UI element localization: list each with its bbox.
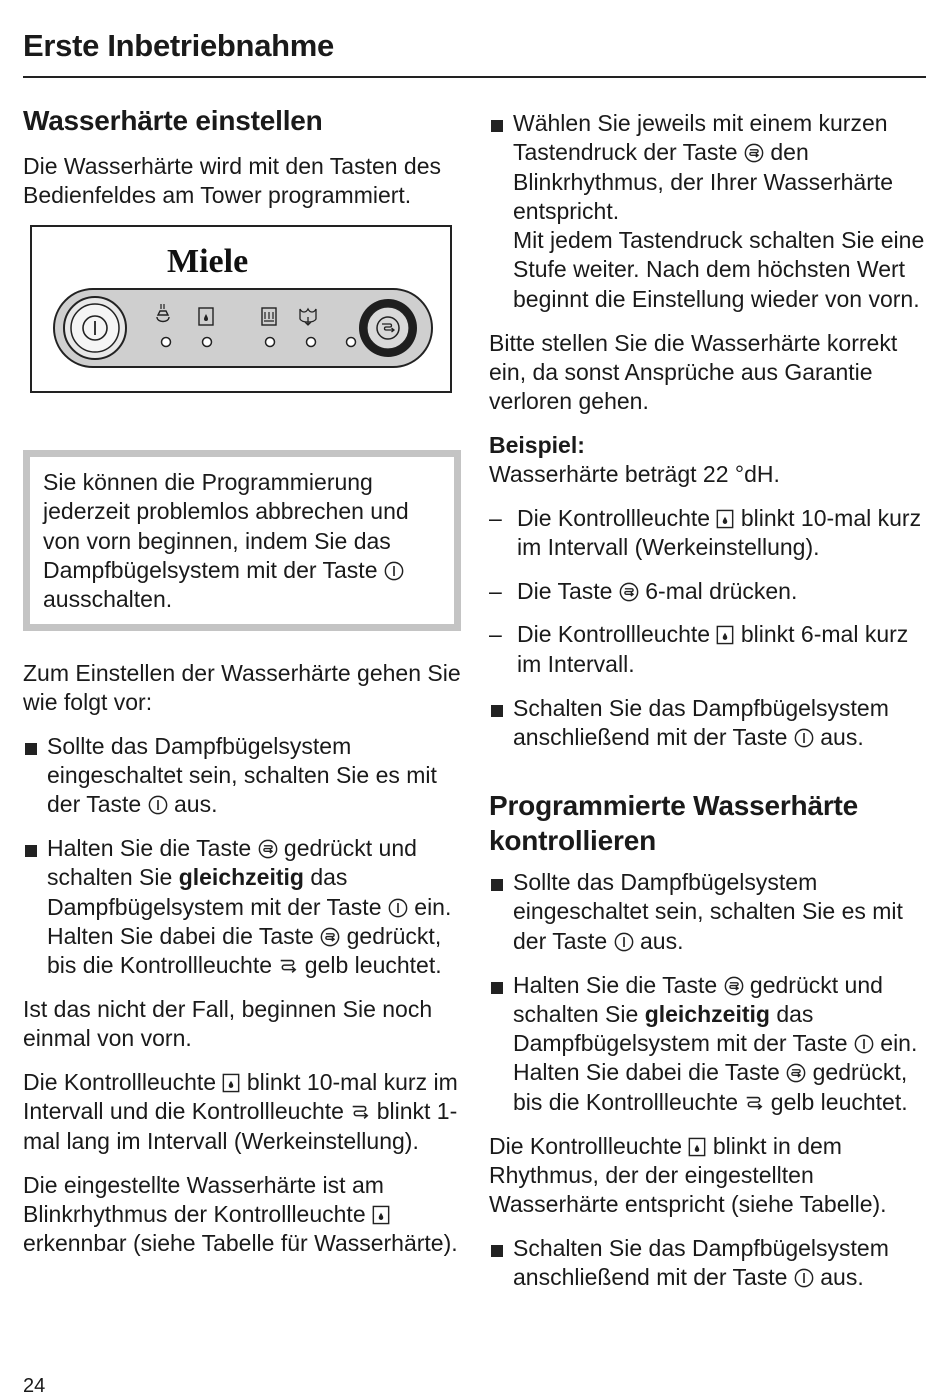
note-text: Sie können die Programmierung jederzeit problemlos abbrechen und von vorn beginnen, indem Sie das Dampfbügelsystem mit der Taste ausschalten. — [43, 469, 409, 613]
control-panel-illustration — [30, 225, 452, 393]
brand-logo: Miele — [167, 243, 249, 281]
power-button-icon — [148, 795, 168, 815]
page-header — [23, 24, 926, 78]
list-item: Wählen Sie jeweils mit einem kurzen Tastendruck der Taste den Blinkrhythmus, der Ihrer Wasserhärte entspricht. Mit jedem Tastendruck schalten Sie eine Stufe weiter. Nach dem höchsten Wert beginnt die Einstellung wieder von vorn. — [489, 109, 929, 314]
select-button-icon — [724, 976, 744, 996]
section-heading-water-hardness: Wasserhärte einstellen — [23, 105, 323, 136]
paragraph-setting: Die eingestellte Wasserhärte ist am Blinkrhythmus der Kontrollleuchte erkennbar (siehe Tabelle für Wasserhärte). — [23, 1171, 458, 1257]
intro-text: Die Wasserhärte wird mit den Tasten des Bedienfeldes am Tower programmiert. — [23, 153, 442, 209]
paragraph-blink: Die Kontrollleuchte blinkt 10-mal kurz im Intervall und die Kontrollleuchte blinkt 1-mal lang im Intervall (Werkeinstellung). — [23, 1069, 458, 1154]
hardness-lamp-icon — [350, 1102, 370, 1122]
lamp-rinse — [307, 338, 316, 347]
power-button-icon — [794, 1268, 814, 1288]
lamp-hardness — [347, 338, 356, 347]
page-number: 24 — [23, 1375, 46, 1397]
power-button-icon — [388, 898, 408, 918]
lamp-water — [203, 338, 212, 347]
select-button-icon — [744, 143, 764, 163]
water-drop-lamp-icon — [716, 625, 734, 645]
list-item: Schalten Sie das Dampfbügelsystem anschließend mit der Taste aus. — [489, 694, 929, 753]
water-drop-lamp-icon — [716, 509, 734, 529]
water-drop-lamp-icon — [688, 1137, 706, 1157]
select-button-icon — [786, 1063, 806, 1083]
left-column — [23, 103, 463, 1273]
section-heading-check-hardness: Programmierte Wasserhärte kontrollieren — [489, 790, 859, 857]
power-button-icon — [794, 728, 814, 748]
dash-item: – Die Kontrollleuchte blinkt 10-mal kurz im Intervall (Werkeinstellung). — [489, 504, 929, 563]
right-column — [489, 109, 929, 1307]
select-button-icon — [619, 582, 639, 602]
water-drop-lamp-icon — [372, 1205, 390, 1225]
power-button-icon — [384, 561, 404, 581]
paragraph-restart: Ist das nicht der Fall, beginnen Sie noch einmal von vorn. — [23, 996, 433, 1052]
hardness-lamp-icon — [278, 956, 298, 976]
select-button-icon — [258, 839, 278, 859]
list-item: Sollte das Dampfbügelsystem eingeschaltet sein, schalten Sie es mit der Taste aus. — [489, 868, 929, 956]
list-item: Schalten Sie das Dampfbügelsystem anschließend mit der Taste aus. — [489, 1234, 929, 1293]
list-item: Halten Sie die Taste gedrückt und schalten Sie gleichzeitig das Dampfbügelsystem mit der Taste ein. Halten Sie dabei die Taste gedrückt, bis die Kontrollleuchte gelb leuchtet. — [489, 971, 929, 1117]
power-button-icon — [614, 932, 634, 952]
paragraph-warning: Bitte stellen Sie die Wasserhärte korrekt ein, da sonst Ansprüche aus Garantie verloren gehen. — [489, 329, 898, 415]
dash-item: – Die Kontrollleuchte blinkt 6-mal kurz im Intervall. — [489, 620, 929, 679]
list-item: Halten Sie die Taste gedrückt und schalten Sie gleichzeitig das Dampfbügelsystem mit der Taste ein. Halten Sie dabei die Taste gedrückt, bis die Kontrollleuchte gelb leuchtet. — [23, 834, 463, 980]
page-title: Erste Inbetriebnahme — [23, 28, 334, 63]
example-block — [489, 431, 929, 490]
paragraph-rhythm: Die Kontrollleuchte blinkt in dem Rhythmus, der der eingestellten Wasserhärte entspricht (siehe Tabelle). — [489, 1132, 887, 1218]
list-item: Sollte das Dampfbügelsystem eingeschaltet sein, schalten Sie es mit der Taste aus. — [23, 732, 463, 820]
control-panel-drawing — [32, 227, 450, 391]
steps-intro: Zum Einstellen der Wasserhärte gehen Sie wie folgt vor: — [23, 659, 461, 715]
lamp-heat — [266, 338, 275, 347]
example-label: Beispiel: — [489, 431, 585, 458]
water-drop-lamp-icon — [222, 1073, 240, 1093]
example-text: Wasserhärte beträgt 22 °dH. — [489, 461, 780, 488]
note-box — [23, 450, 461, 630]
hardness-lamp-icon — [744, 1093, 764, 1113]
select-button-icon — [320, 927, 340, 947]
dash-item: – Die Taste 6-mal drücken. — [489, 577, 929, 606]
lamp-steam — [162, 338, 171, 347]
power-button-icon — [854, 1034, 874, 1054]
